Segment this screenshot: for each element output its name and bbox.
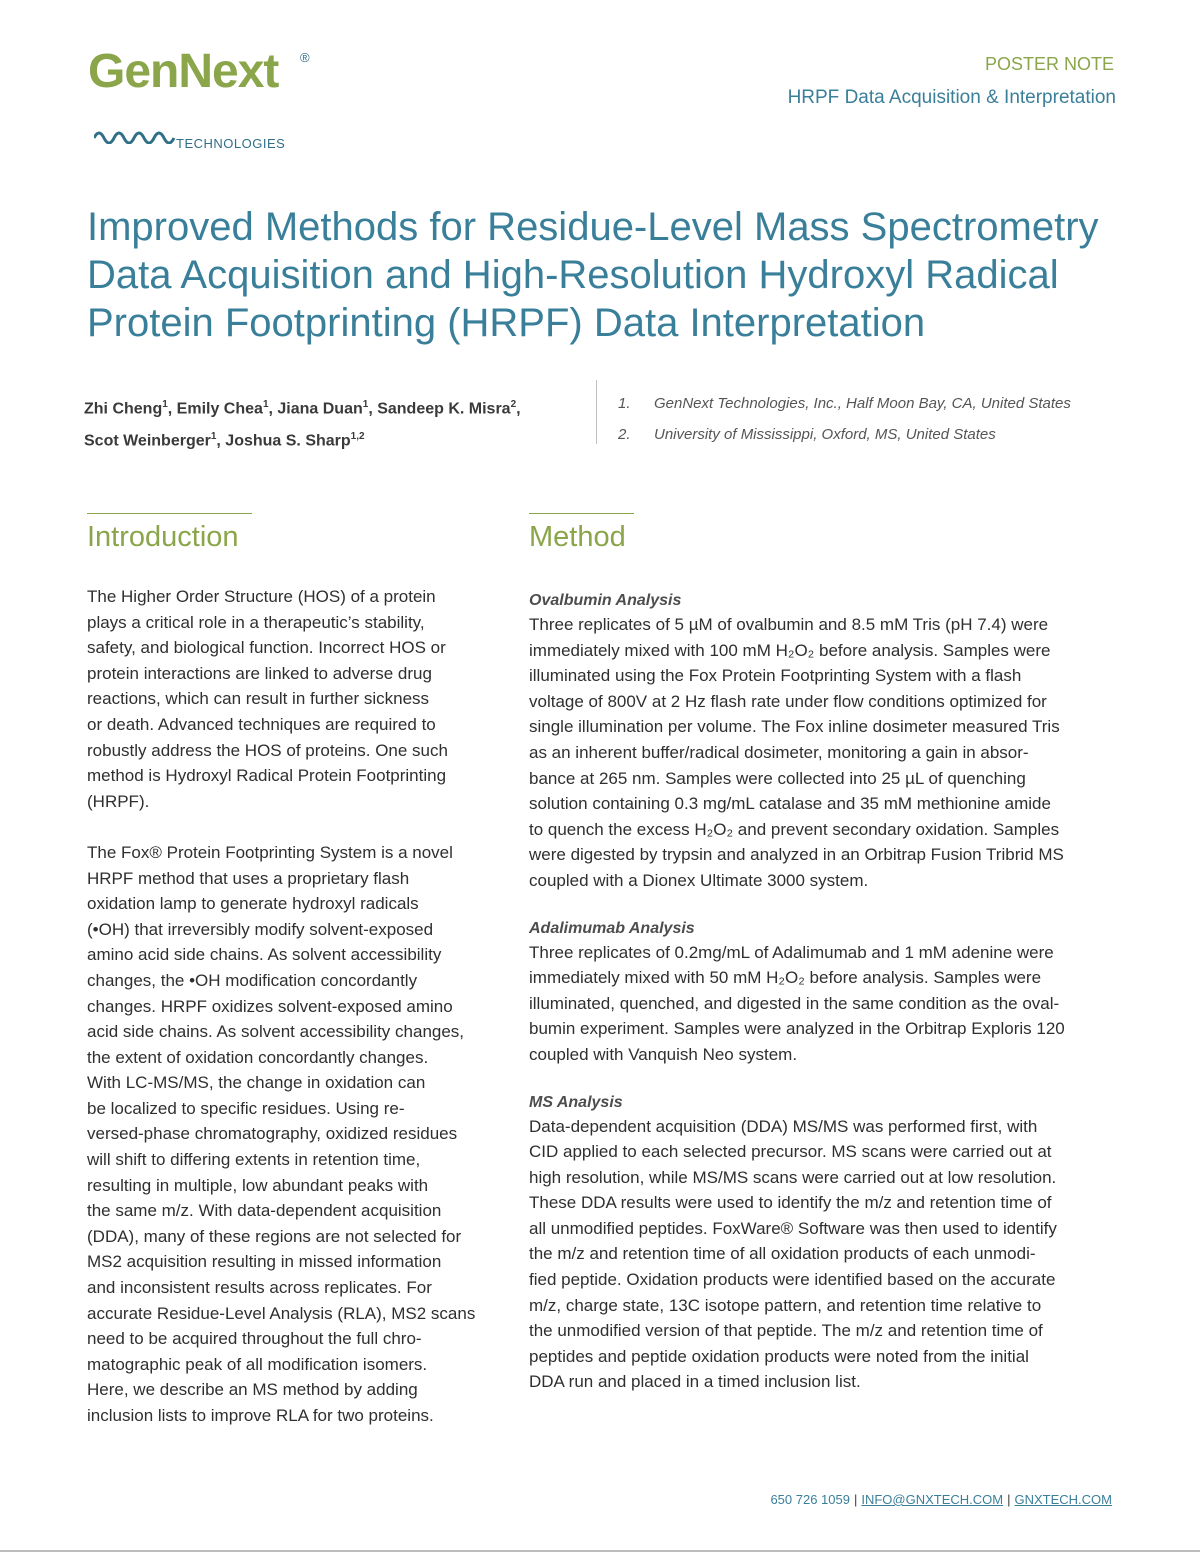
text-line: The Fox® Protein Footprinting System is a novel bbox=[87, 842, 453, 862]
introduction-heading: Introduction bbox=[87, 521, 239, 553]
introduction-paragraph-1 bbox=[87, 584, 487, 814]
text-line: CID applied to each selected precursor. MS scans were carried out at bbox=[529, 1142, 1052, 1162]
affiliation-list bbox=[618, 388, 1071, 450]
text-line: MS2 acquisition resulting in missed information bbox=[87, 1252, 442, 1272]
text-line: voltage of 800V at 2 Hz flash rate under flow conditions optimized for bbox=[529, 691, 1047, 711]
text-line: changes. HRPF oxidizes solvent-exposed amino bbox=[87, 996, 453, 1016]
text-line: Three replicates of 0.2mg/mL of Adalimumab and 1 mM adenine were bbox=[529, 942, 1054, 962]
title-line: Improved Methods for Residue-Level Mass Spectrometry bbox=[87, 205, 1099, 249]
affiliation-number: 2. bbox=[618, 426, 631, 443]
method-subheading: Adalimumab Analysis bbox=[529, 919, 695, 937]
footer-website-link[interactable]: GNXTECH.COM bbox=[1014, 1492, 1112, 1507]
method-rule bbox=[529, 513, 634, 514]
text-line: versed-phase chromatography, oxidized residues bbox=[87, 1124, 458, 1144]
method-subheading: MS Analysis bbox=[529, 1093, 623, 1111]
method-section-adalimumab bbox=[529, 918, 1119, 1068]
text-line: (HRPF). bbox=[87, 791, 150, 811]
method-section-ms-analysis bbox=[529, 1092, 1119, 1396]
page-title bbox=[87, 203, 1127, 347]
text-line: illuminated using the Fox Protein Footprinting System with a flash bbox=[529, 666, 1022, 686]
text-line: solution containing 0.3 mg/mL catalase and 35 mM methionine amide bbox=[529, 794, 1051, 814]
text-line: Data-dependent acquisition (DDA) MS/MS was performed first, with bbox=[529, 1116, 1038, 1136]
text-line: oxidation lamp to generate hydroxyl radicals bbox=[87, 894, 419, 914]
text-line: bumin experiment. Samples were analyzed in the Orbitrap Exploris 120 bbox=[529, 1019, 1065, 1039]
text-line: were digested by trypsin and analyzed in an Orbitrap Fusion Tribrid MS bbox=[529, 845, 1064, 865]
text-line: fied peptide. Oxidation products were identified based on the accurate bbox=[529, 1270, 1056, 1290]
text-line: robustly address the HOS of proteins. One such bbox=[87, 740, 448, 760]
text-line: the same m/z. With data-dependent acquisition bbox=[87, 1201, 442, 1221]
footer-contact bbox=[770, 1492, 1112, 1507]
logo-subtitle: TECHNOLOGIES bbox=[176, 136, 286, 151]
text-line: coupled with a Dionex Ultimate 3000 system. bbox=[529, 870, 869, 890]
bottom-divider bbox=[0, 1550, 1200, 1552]
text-line: amino acid side chains. As solvent accessibility bbox=[87, 945, 442, 965]
introduction-body bbox=[87, 584, 487, 1429]
text-line: resulting in multiple, low abundant peaks with bbox=[87, 1175, 429, 1195]
introduction-rule bbox=[87, 513, 252, 514]
text-line: changes, the •OH modification concordantly bbox=[87, 970, 418, 990]
affiliation-number: 1. bbox=[618, 395, 631, 412]
text-line: inclusion lists to improve RLA for two proteins. bbox=[87, 1406, 434, 1425]
text-line: The Higher Order Structure (HOS) of a protein bbox=[87, 587, 436, 606]
text-line: immediately mixed with 100 mM H₂O₂ before analysis. Samples were bbox=[529, 640, 1051, 660]
footer-separator: | bbox=[1007, 1492, 1011, 1507]
affiliation-text: GenNext Technologies, Inc., Half Moon Bay, CA, United States bbox=[654, 395, 1071, 412]
author-affiliation-mark: 1 bbox=[362, 399, 369, 410]
text-line: or death. Advanced techniques are required to bbox=[87, 714, 436, 734]
logo-wave-icon bbox=[94, 128, 176, 144]
poster-subtitle: HRPF Data Acquisition & Interpretation bbox=[787, 87, 1116, 108]
method-paragraph bbox=[529, 940, 1119, 1068]
text-line: With LC-MS/MS, the change in oxidation can bbox=[87, 1073, 426, 1093]
text-line: DDA run and placed in a timed inclusion list. bbox=[529, 1372, 861, 1392]
text-line: matographic peak of all modification isomers. bbox=[87, 1354, 428, 1374]
text-line: as an inherent buffer/radical dosimeter, monitoring a gain in absor- bbox=[529, 742, 1029, 762]
author-list: Zhi Cheng$^1$, Emily Chea$^1$, Jiana Duan$^1$, Sandeep K. Misra$^2$, Scot Weinberger$^1$, Joshua S. Sharp$^{1,2}$ bbox=[84, 399, 521, 450]
method-paragraph bbox=[529, 1114, 1119, 1396]
text-line: and inconsistent results across replicates. For bbox=[87, 1278, 432, 1298]
footer-email-link[interactable]: INFO@GNXTECH.COM bbox=[861, 1492, 1004, 1507]
footer-phone: 650 726 1059 bbox=[770, 1492, 850, 1507]
author-affiliation-mark: 2 bbox=[510, 399, 517, 410]
author-name: Scot Weinberger bbox=[84, 432, 211, 450]
author-name: Zhi Cheng bbox=[84, 400, 163, 418]
text-line: all unmodified peptides. FoxWare® Software was then used to identify bbox=[529, 1218, 1057, 1238]
text-line: single illumination per volume. The Fox inline dosimeter measured Tris bbox=[529, 717, 1060, 737]
text-line: coupled with Vanquish Neo system. bbox=[529, 1044, 798, 1064]
author-name: Emily Chea bbox=[176, 400, 263, 418]
text-line: peptides and peptide oxidation products were noted from the initial bbox=[529, 1346, 1029, 1366]
text-line: m/z, charge state, 13C isotope pattern, and retention time relative to bbox=[529, 1295, 1042, 1315]
text-line: need to be acquired throughout the full chro- bbox=[87, 1329, 422, 1349]
text-line: safety, and biological function. Incorrect HOS or bbox=[87, 638, 446, 658]
footer-separator: | bbox=[853, 1492, 858, 1507]
author-affiliation-mark: 1 bbox=[262, 399, 269, 410]
text-line: the unmodified version of that peptide. The m/z and retention time of bbox=[529, 1321, 1043, 1341]
text-line: method is Hydroxyl Radical Protein Footprinting bbox=[87, 766, 447, 786]
method-heading: Method bbox=[529, 521, 626, 553]
title-line: Protein Footprinting (HRPF) Data Interpretation bbox=[87, 301, 926, 345]
text-line: (•OH) that irreversibly modify solvent-exposed bbox=[87, 919, 434, 939]
text-line: accurate Residue-Level Analysis (RLA), MS2 scans bbox=[87, 1303, 476, 1323]
text-line: the m/z and retention time of all oxidation products of each unmodi- bbox=[529, 1244, 1036, 1264]
text-line: protein interactions are linked to adverse drug bbox=[87, 663, 432, 683]
text-line: (DDA), many of these regions are not selected for bbox=[87, 1226, 462, 1246]
text-line: high resolution, while MS/MS scans were carried out at low resolution. bbox=[529, 1167, 1057, 1187]
introduction-paragraph-2 bbox=[87, 840, 487, 1429]
text-line: plays a critical role in a therapeutic’s stability, bbox=[87, 612, 425, 632]
text-line: be localized to specific residues. Using re- bbox=[87, 1098, 405, 1118]
logo-registered-mark: ® bbox=[300, 50, 310, 65]
text-line: acid side chains. As solvent accessibility changes, bbox=[87, 1022, 465, 1042]
text-line: HRPF method that uses a proprietary flash bbox=[87, 868, 410, 888]
affiliation-divider bbox=[596, 380, 597, 444]
method-body bbox=[529, 590, 1119, 1395]
text-line: reactions, which can result in further sickness bbox=[87, 689, 430, 709]
text-line: will shift to differing extents in retention time, bbox=[87, 1150, 421, 1170]
affiliation-item bbox=[618, 388, 1071, 419]
method-section-ovalbumin bbox=[529, 590, 1119, 894]
affiliation-item bbox=[618, 419, 1071, 450]
text-line: the extent of oxidation concordantly changes. bbox=[87, 1047, 429, 1067]
author-affiliation-mark: 1 bbox=[210, 431, 217, 443]
logo-wordmark: GenNext bbox=[88, 45, 279, 98]
title-line: Data Acquisition and High-Resolution Hydroxyl Radical bbox=[87, 253, 1059, 297]
text-line: Three replicates of 5 µM of ovalbumin and 8.5 mM Tris (pH 7.4) were bbox=[529, 615, 1049, 634]
method-subheading: Ovalbumin Analysis bbox=[529, 592, 682, 609]
text-line: to quench the excess H₂O₂ and prevent secondary oxidation. Samples bbox=[529, 819, 1060, 839]
text-line: immediately mixed with 50 mM H₂O₂ before analysis. Samples were bbox=[529, 968, 1042, 988]
author-name: Joshua S. Sharp bbox=[225, 432, 351, 450]
author-name: Jiana Duan bbox=[277, 400, 363, 418]
method-paragraph bbox=[529, 612, 1119, 894]
text-line: Here, we describe an MS method by adding bbox=[87, 1380, 418, 1400]
text-line: These DDA results were used to identify the m/z and retention time of bbox=[529, 1193, 1052, 1213]
author-affiliation-mark: 1 bbox=[162, 399, 168, 410]
author-name: Sandeep K. Misra bbox=[377, 400, 511, 418]
company-logo bbox=[88, 44, 328, 151]
affiliation-text: University of Mississippi, Oxford, MS, United States bbox=[654, 426, 996, 443]
text-line: illuminated, quenched, and digested in the same condition as the oval- bbox=[529, 993, 1060, 1013]
text-line: bance at 265 nm. Samples were collected into 25 µL of quenching bbox=[529, 768, 1026, 788]
author-affiliation-mark: 1,2 bbox=[350, 431, 365, 443]
poster-note-label: POSTER NOTE bbox=[984, 54, 1114, 74]
